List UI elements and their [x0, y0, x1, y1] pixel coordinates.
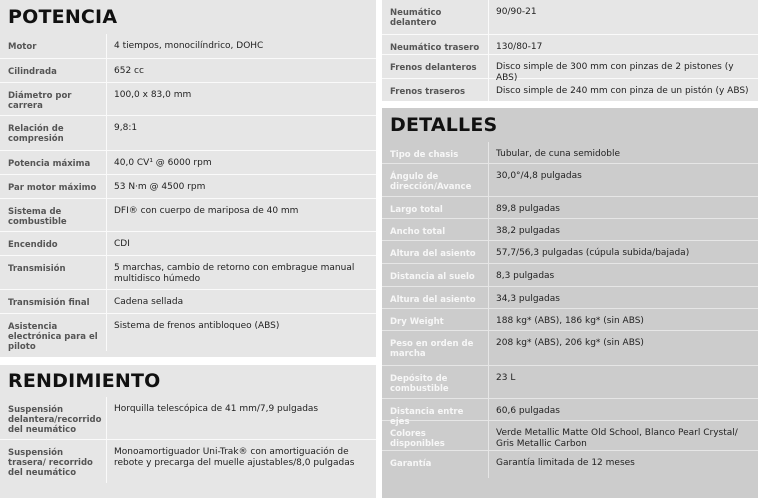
detalles-panel: [382, 108, 758, 498]
spec-label: Potencia máxima: [0, 151, 107, 174]
spec-value: 9,8:1: [114, 123, 138, 133]
spec-row: [382, 54, 758, 83]
spec-label: Altura del asiento: [382, 287, 489, 308]
spec-row: [382, 218, 758, 240]
spec-value: 30,0°/4,8 pulgadas: [496, 171, 582, 181]
spec-row: [382, 398, 758, 427]
spec-row: [0, 150, 376, 174]
rendimiento-cont-panel: [382, 0, 758, 101]
spec-row: [382, 365, 758, 398]
spec-row: [382, 196, 758, 218]
spec-label: Distancia al suelo: [382, 264, 489, 286]
spec-value: Verde Metallic Matte Old School, Blanco Pearl Crystal/ Gris Metallic Carbon: [496, 428, 738, 449]
spec-label: Altura del asiento: [382, 241, 489, 263]
spec-label: Depósito de combustible: [382, 366, 489, 398]
spec-value: CDI: [114, 239, 130, 249]
spec-value: 40,0 CV¹ @ 6000 rpm: [114, 158, 212, 168]
spec-value: 5 marchas, cambio de retorno con embrague manual multidisco húmedo: [114, 263, 355, 284]
potencia-table: [0, 34, 376, 351]
spec-row: [382, 286, 758, 308]
spec-row: [0, 231, 376, 255]
spec-value: 38,2 pulgadas: [496, 226, 560, 236]
spec-label: Par motor máximo: [0, 175, 107, 198]
spec-value: 100,0 x 83,0 mm: [114, 90, 192, 100]
spec-value: 89,8 pulgadas: [496, 204, 560, 214]
spec-value: 652 cc: [114, 66, 144, 76]
spec-row: [0, 82, 376, 115]
spec-label: Suspensión delantera/recorrido del neumático: [0, 397, 107, 439]
spec-row: [0, 58, 376, 82]
spec-row: [382, 263, 758, 286]
spec-row: [0, 289, 376, 313]
spec-value: 130/80-17: [496, 42, 543, 52]
spec-value: 8,3 pulgadas: [496, 271, 555, 281]
spec-label: Largo total: [382, 197, 489, 218]
spec-value: 57,7/56,3 pulgadas (cúpula subida/bajada): [496, 248, 690, 258]
spec-value: Disco simple de 240 mm con pinza de un pistón (y ABS): [496, 86, 749, 96]
spec-row: [382, 0, 758, 34]
spec-row: [0, 198, 376, 231]
spec-value: 188 kg* (ABS), 186 kg* (sin ABS): [496, 316, 644, 326]
spec-label: Ángulo de dirección/Avance: [382, 164, 489, 196]
spec-label: Sistema de combustible: [0, 199, 107, 231]
spec-row: [0, 34, 376, 58]
spec-label: Encendido: [0, 232, 107, 255]
spec-value: Horquilla telescópica de 41 mm/7,9 pulgadas: [114, 404, 319, 414]
spec-value: Garantía limitada de 12 meses: [496, 458, 635, 468]
spec-row: [382, 163, 758, 196]
rendimiento-table: [0, 397, 376, 483]
spec-label: Transmisión final: [0, 290, 107, 313]
spec-label: Motor: [0, 34, 107, 58]
spec-value: 23 L: [496, 373, 516, 383]
spec-label: Cilindrada: [0, 59, 107, 82]
spec-label: Peso en orden de marcha: [382, 331, 489, 365]
spec-label: Frenos delanteros: [382, 55, 489, 78]
spec-label: Suspensión trasera/ recorrido del neumático: [0, 440, 107, 483]
spec-value: Sistema de frenos antibloqueo (ABS): [114, 321, 280, 331]
spec-label: Relación de compresión: [0, 116, 107, 150]
spec-row: [0, 115, 376, 150]
spec-value: 4 tiempos, monocilíndrico, DOHC: [114, 41, 264, 51]
spec-label: Dry Weight: [382, 309, 489, 330]
spec-label: Diámetro por carrera: [0, 83, 107, 115]
spec-row: [382, 78, 758, 101]
spec-label: Neumático delantero: [382, 0, 489, 34]
spec-value: 60,6 pulgadas: [496, 406, 560, 416]
spec-value: Cadena sellada: [114, 297, 184, 307]
potencia-panel: [0, 0, 376, 357]
spec-row: [382, 240, 758, 263]
spec-label: Frenos traseros: [382, 79, 489, 101]
spec-value: 53 N·m @ 4500 rpm: [114, 182, 206, 192]
spec-row: [0, 255, 376, 289]
spec-label: Distancia entre ejes: [382, 399, 489, 420]
spec-label: Transmisión: [0, 256, 107, 289]
spec-row: [0, 174, 376, 198]
spec-label: Colores disponibles: [382, 421, 489, 450]
spec-row: [382, 34, 758, 54]
spec-value: Monoamortiguador Uni-Trak® con amortiguación de rebote y precarga del muelle ajustables/8,0 pulgadas: [114, 447, 355, 468]
spec-value: DFI® con cuerpo de mariposa de 40 mm: [114, 206, 299, 216]
rendimiento-panel: [0, 365, 376, 498]
spec-row: [382, 330, 758, 365]
spec-label: Ancho total: [382, 219, 489, 240]
spec-row: [382, 308, 758, 330]
spec-value: Disco simple de 300 mm con pinzas de 2 pistones (y ABS): [496, 62, 734, 83]
rendimiento-cont-table: [382, 0, 758, 101]
spec-label: Neumático trasero: [382, 35, 489, 54]
spec-value: 208 kg* (ABS), 206 kg* (sin ABS): [496, 338, 644, 348]
spec-row: [382, 142, 758, 163]
spec-row: [0, 313, 376, 351]
potencia-title: POTENCIA: [8, 6, 118, 28]
spec-row: [382, 450, 758, 478]
spec-value: 34,3 pulgadas: [496, 294, 560, 304]
spec-label: Garantía: [382, 451, 489, 478]
spec-row: [0, 397, 376, 439]
spec-label: Asistencia electrónica para el piloto: [0, 314, 107, 351]
spec-row: [0, 439, 376, 483]
spec-value: 90/90-21: [496, 7, 537, 17]
spec-value: Tubular, de cuna semidoble: [496, 149, 620, 159]
spec-label: Tipo de chasis: [382, 142, 489, 163]
rendimiento-title: RENDIMIENTO: [8, 370, 161, 392]
detalles-table: [382, 142, 758, 478]
spec-row: [382, 420, 758, 450]
detalles-title: DETALLES: [390, 114, 498, 136]
